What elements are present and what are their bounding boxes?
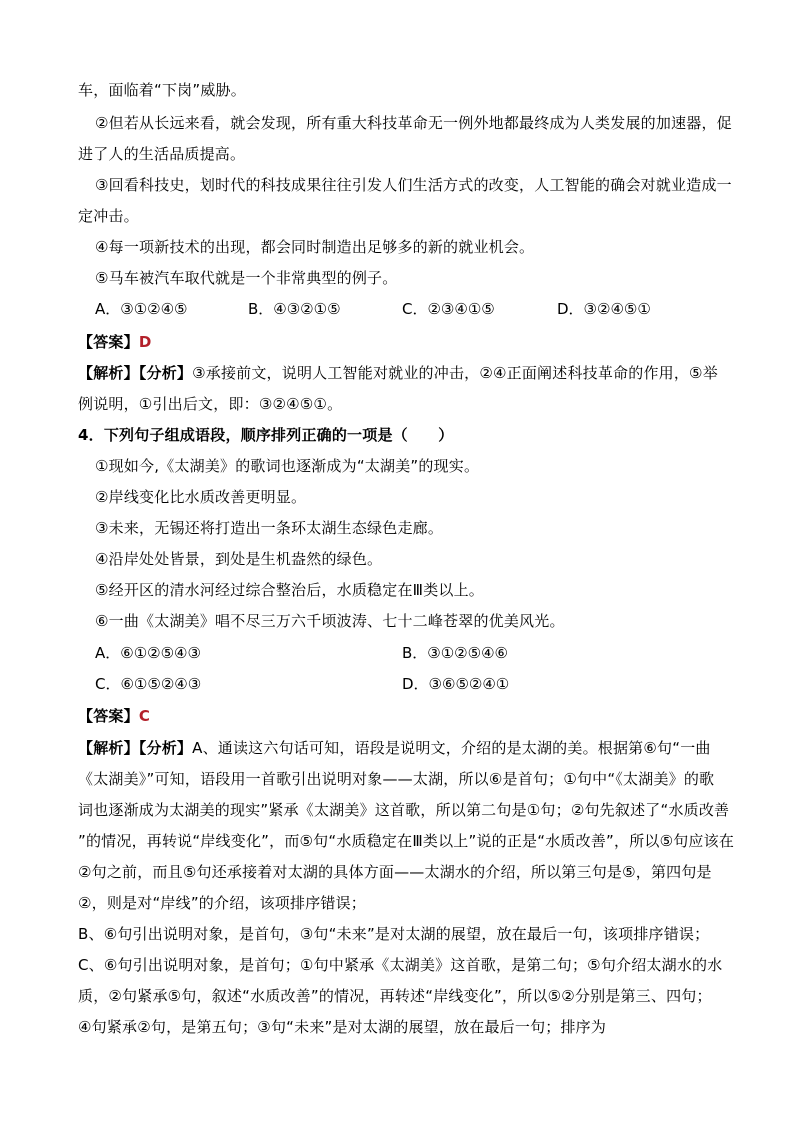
q3-answer: [78, 332, 151, 352]
q4-option-b: B．③①②⑤④⑥: [402, 644, 508, 662]
q4-sentence-5: ⑤经开区的清水河经过综合整治后，水质稳定在Ⅲ类以上。: [95, 581, 484, 599]
q3-intro-tail: 车，面临着“下岗”威胁。: [78, 81, 246, 99]
analysis-label: 【解析】【分析】: [78, 739, 193, 757]
q3-sentence-3: ③回看科技史，划时代的科技成果往往引发人们生活方式的改变，人工智能的确会对就业造成一: [95, 176, 732, 194]
q4-sentence-4: ④沿岸处处皆景，到处是生机盎然的绿色。: [95, 550, 383, 568]
q4-stem: 4．下列句子组成语段，顺序排列正确的一项是（ ）: [78, 426, 454, 444]
q4-sentence-2: ②岸线变化比水质改善更明显。: [95, 488, 307, 506]
q3-sentence-5: ⑤马车被汽车取代就是一个非常典型的例子。: [95, 269, 398, 287]
q4-option-c: C．⑥①⑤②④③: [95, 675, 202, 693]
q3-option-c: C．②③④①⑤: [402, 300, 495, 318]
q4-analysis-line: ②，则是对“岸线”的介绍，该项排序错误；: [78, 894, 366, 912]
q3-sentence-2-cont: 进了人的生活品质提高。: [78, 145, 246, 163]
q4-sentence-3: ③未来，无锡还将打造出一条环太湖生态绿色走廊。: [95, 519, 444, 537]
analysis-label: 【解析】【分析】: [78, 364, 193, 382]
q4-analysis-line: B、⑥句引出说明对象，是首句，③句“未来”是对太湖的展望，放在最后一句，该项排序错误；: [78, 925, 710, 943]
answer-value: D: [138, 333, 152, 351]
answer-label: 【答案】: [78, 707, 139, 725]
q4-analysis-line: 词也逐渐成为太湖美的现实”紧承《太湖美》这首歌，所以第二句是①句；②句先叙述了“水质改善: [78, 801, 730, 819]
q4-analysis-line: 质，②句紧承⑤句，叙述“水质改善”的情况，再转述“岸线变化”，所以⑤②分别是第三、四句；: [78, 987, 712, 1005]
answer-label: 【答案】: [78, 333, 139, 351]
q3-option-a: A．③①②④⑤: [95, 300, 188, 318]
q4-analysis: [78, 738, 711, 758]
q3-sentence-3-cont: 定冲击。: [78, 207, 139, 225]
q4-analysis-line: ”的情况，再转说“岸线变化”，而⑤句“水质稳定在Ⅲ类以上”说的正是“水质改善”，所以⑤句应该在: [78, 832, 735, 850]
q3-analysis-cont: 例说明，①引出后文，即：③②④⑤①。: [78, 395, 343, 413]
analysis-text: A、通读这六句话可知，语段是说明文，介绍的是太湖的美。根据第⑥句“一曲: [192, 739, 711, 757]
q3-analysis: [78, 363, 718, 383]
q4-option-a: A．⑥①②⑤④③: [95, 644, 201, 662]
q4-answer: [78, 706, 150, 726]
answer-value: C: [138, 707, 151, 725]
q4-sentence-1: ①现如今,《太湖美》的歌词也逐渐成为“太湖美”的现实。: [95, 457, 480, 475]
q4-analysis-line: ②句之前，而且⑤句还承接着对太湖的具体方面——太湖水的介绍，所以第三句是⑤，第四句是: [78, 863, 712, 881]
q3-option-d: D．③②④⑤①: [557, 300, 651, 318]
q4-sentence-6: ⑥一曲《太湖美》唱不尽三万六千顷波涛、七十二峰苍翠的优美风光。: [95, 612, 565, 630]
analysis-text: ③承接前文，说明人工智能对就业的冲击，②④正面阐述科技革命的作用，⑤举: [192, 364, 718, 382]
q3-option-b: B．④③②①⑤: [248, 300, 341, 318]
q3-sentence-2: ②但若从长远来看，就会发现，所有重大科技革命无一例外地都最终成为人类发展的加速器，促: [95, 114, 732, 132]
q4-analysis-line: C、⑥句引出说明对象，是首句；①句中紧承《太湖美》这首歌，是第二句；⑤句介绍太湖水的水: [78, 956, 723, 974]
q3-sentence-4: ④每一项新技术的出现，都会同时制造出足够多的新的就业机会。: [95, 238, 535, 256]
q4-option-d: D．③⑥⑤②④①: [402, 675, 510, 693]
q4-analysis-line: ④句紧承②句，是第五句；③句“未来”是对太湖的展望，放在最后一句；排序为: [78, 1018, 607, 1036]
q4-analysis-line: 《太湖美》”可知，语段用一首歌引出说明对象——太湖，所以⑥是首句；①句中“《太湖美》的歌: [78, 770, 715, 788]
